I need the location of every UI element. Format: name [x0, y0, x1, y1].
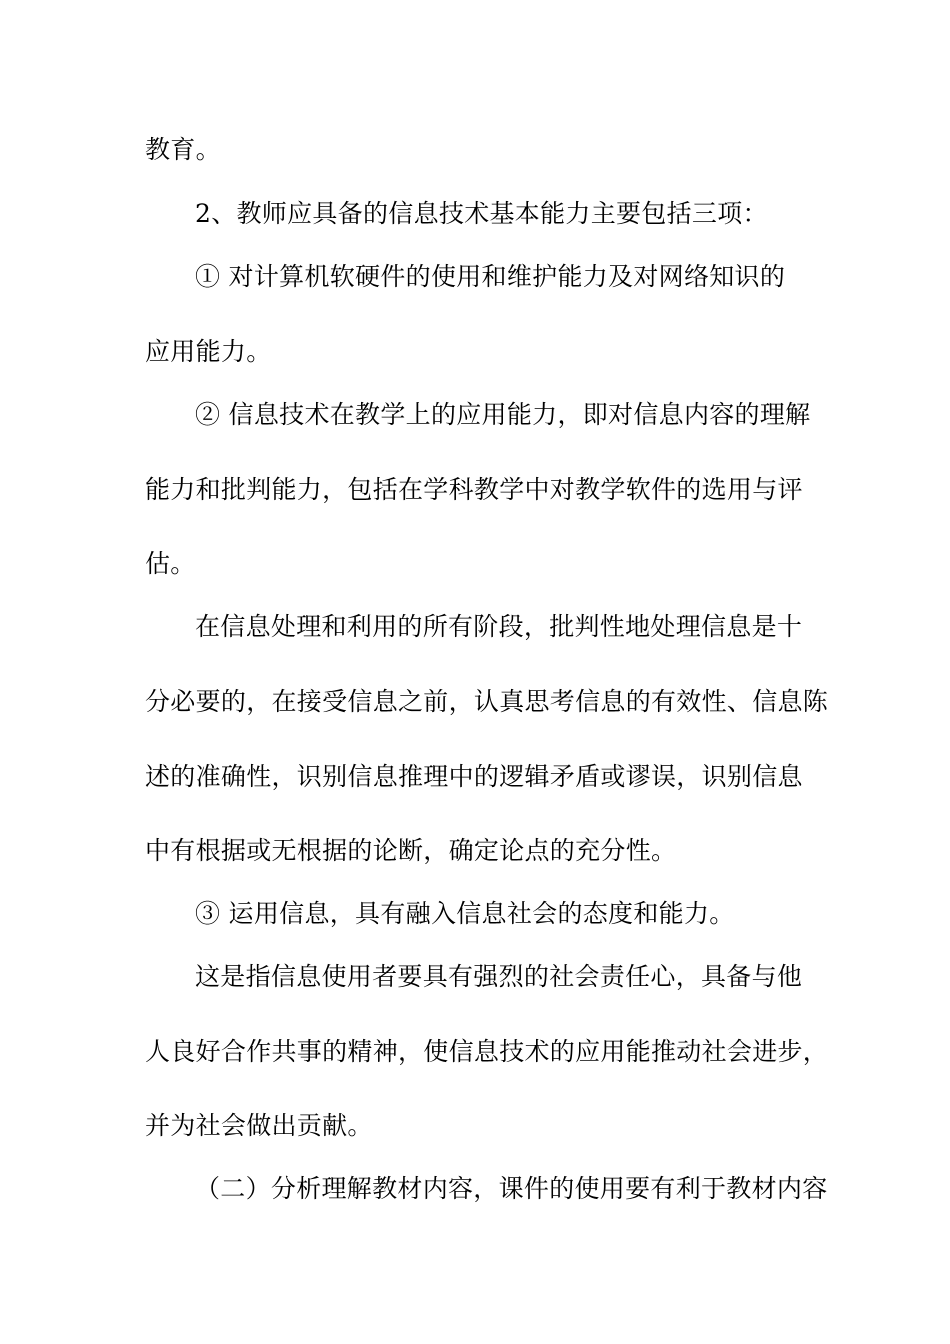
text-line: 能力和批判能力，包括在学科教学中对教学软件的选用与评: [145, 475, 803, 504]
text-line: 人良好合作共事的精神，使信息技术的应用能推动社会进步，: [145, 1037, 829, 1066]
text-line: 2、教师应具备的信息技术基本能力主要包括三项：: [195, 199, 768, 228]
text-line: 教育。: [145, 135, 221, 164]
text-line: 分必要的，在接受信息之前，认真思考信息的有效性、信息陈: [145, 687, 829, 716]
text-line: 这是指信息使用者要具有强烈的社会责任心，具备与他: [195, 962, 803, 991]
text-line: 述的准确性，识别信息推理中的逻辑矛盾或谬误，识别信息: [145, 762, 803, 791]
text-line: 应用能力。: [145, 337, 272, 366]
text-line: 并为社会做出贡献。: [145, 1111, 373, 1140]
text-line: ② 信息技术在教学上的应用能力，即对信息内容的理解: [195, 400, 811, 429]
text-line: （二）分析理解教材内容，课件的使用要有利于教材内容: [195, 1174, 828, 1203]
text-line: 估。: [145, 549, 196, 578]
text-line: 在信息处理和利用的所有阶段，批判性地处理信息是十: [195, 612, 803, 641]
text-line: 中有根据或无根据的论断，确定论点的充分性。: [145, 836, 677, 865]
text-line: ① 对计算机软硬件的使用和维护能力及对网络知识的: [195, 262, 786, 291]
text-line: ③ 运用信息，具有融入信息社会的态度和能力。: [195, 899, 735, 928]
